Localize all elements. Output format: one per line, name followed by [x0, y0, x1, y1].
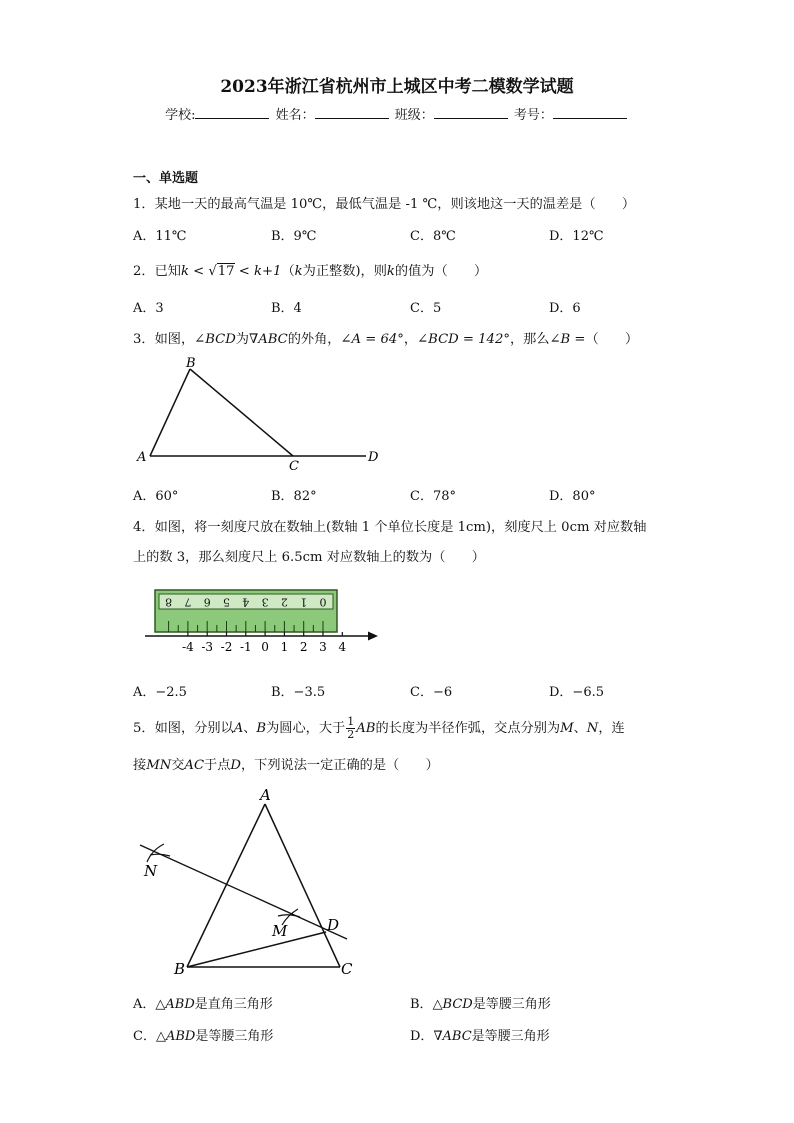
q3-condition-1: ∠A = 64° — [340, 332, 404, 347]
q3-p2: 为 — [235, 332, 249, 347]
class-label: 班级： — [394, 108, 434, 123]
q5-option-c-suffix: 是等腰三角形 — [195, 1029, 274, 1044]
axis-tick-label: 4 — [338, 640, 347, 654]
q5-triangle-figure — [130, 782, 370, 982]
q3-option-c: C．78° — [410, 489, 456, 504]
question-3-text — [133, 328, 638, 347]
segment-ab — [187, 804, 265, 967]
one-half-fraction — [346, 716, 355, 741]
q1-option-a: A．11℃ — [133, 229, 187, 244]
student-info-line — [0, 104, 794, 123]
q3-angle-b: ∠B = — [549, 332, 586, 347]
q3-triangle-figure — [133, 355, 393, 475]
q5-p1: 5．如图，分别以 — [133, 721, 234, 736]
q5-point-m: M — [560, 721, 574, 736]
q2-option-a: A．3 — [133, 301, 164, 316]
q3-sep: ， — [403, 332, 418, 347]
q5-l2-p3: 于点 — [204, 758, 231, 773]
q2-option-b: B．4 — [271, 301, 302, 316]
q2-radicand: 17 — [217, 264, 235, 279]
q5-segment-ab: AB — [356, 721, 376, 736]
section-title: 一、单选题 — [133, 171, 199, 186]
ruler-digit: 3 — [261, 595, 269, 609]
school-label: 学校: — [165, 108, 196, 123]
q2-var-k: k — [180, 264, 189, 279]
q5-sep1: 、 — [243, 721, 257, 736]
line-mn — [140, 845, 347, 939]
q3-option-a: A．60° — [133, 489, 179, 504]
label-a: A — [137, 450, 147, 465]
q4-ruler-figure — [140, 585, 390, 657]
label-d: D — [368, 450, 379, 465]
q3-option-b: B．82° — [271, 489, 317, 504]
q1-option-d: D．12℃ — [549, 229, 604, 244]
q2-paren-k: k — [294, 264, 303, 279]
arc-n-2 — [150, 854, 170, 856]
q2-paren-rest: 为正整数)，则 — [302, 264, 387, 279]
q5-p4: ，连 — [598, 721, 625, 736]
question-1-text: 1．某地一天的最高气温是 10℃，最低气温是 -1 ℃，则该地这一天的温差是（ ） — [133, 197, 636, 212]
question-2-text — [133, 260, 487, 279]
class-blank[interactable] — [434, 106, 508, 119]
axis-tick-label: 3 — [319, 640, 327, 654]
ruler-digit: 5 — [223, 595, 230, 609]
q5-option-b-suffix: 是等腰三角形 — [472, 997, 551, 1012]
axis-tick-label: -2 — [220, 640, 233, 654]
sqrt-sign: √ — [208, 264, 217, 279]
q5-option-b-triangle: △BCD — [432, 997, 473, 1012]
segment-ac — [265, 804, 340, 967]
q4-option-d: D．−6.5 — [549, 685, 604, 700]
exam-no-blank[interactable] — [553, 106, 627, 119]
ruler-digit: 8 — [165, 595, 173, 609]
q5-point-n: N — [586, 721, 599, 736]
q5-option-c — [133, 1025, 273, 1044]
q4-option-b: B．−3.5 — [271, 685, 326, 700]
q3-p5: （ ） — [585, 332, 639, 347]
q5-point-a: A — [233, 721, 244, 736]
q2-option-c: C．5 — [410, 301, 442, 316]
q5-option-a-triangle: △ABD — [155, 997, 195, 1012]
fraction-denominator: 2 — [347, 728, 355, 741]
q5-point-d: D — [230, 758, 241, 773]
q5-option-d-suffix: 是等腰三角形 — [471, 1029, 550, 1044]
label-m: M — [272, 922, 288, 940]
question-5-line-1 — [133, 716, 625, 741]
q5-option-b — [410, 993, 551, 1012]
q3-angle-bcd: ∠BCD — [194, 332, 236, 347]
label-b: B — [186, 356, 196, 371]
q2-prefix: 2．已知 — [133, 264, 181, 279]
q3-triangle-abc: ∇ABC — [248, 332, 288, 347]
label-n: N — [144, 862, 158, 880]
axis-tick-label: -4 — [182, 640, 194, 654]
q2-k-plus-1: k+1 — [254, 264, 282, 279]
label-c: C — [341, 960, 353, 978]
segment-bc — [190, 369, 293, 456]
q4-option-c: C．−6 — [410, 685, 453, 700]
q5-option-d-triangle: ∇ABC — [433, 1029, 472, 1044]
question-5-line-2 — [133, 754, 439, 773]
q5-sep2: 、 — [573, 721, 587, 736]
exam-no-label: 考号： — [513, 108, 553, 123]
q2-var-k-2: k — [386, 264, 395, 279]
q3-p3: 的外角， — [287, 332, 341, 347]
axis-labels — [182, 640, 346, 654]
ruler-digit: 2 — [280, 595, 288, 609]
q5-line-mn: MN — [146, 758, 172, 773]
segment-bd — [187, 932, 326, 967]
q5-p2: 为圆心，大于 — [266, 721, 346, 736]
label-d: D — [327, 916, 340, 934]
q2-less-than-2: < — [234, 264, 255, 279]
axis-tick-label: 2 — [299, 640, 308, 654]
question-4-line-1: 4．如图，将一刻度尺放在数轴上(数轴 1 个单位长度是 1cm)，刻度尺上 0cm 对应数轴 — [133, 520, 647, 535]
fraction-numerator: 1 — [347, 715, 355, 728]
axis-tick-label: -3 — [201, 640, 214, 654]
label-c: C — [289, 459, 299, 474]
q4-option-a: A．−2.5 — [133, 685, 187, 700]
q5-option-a-suffix: 是直角三角形 — [194, 997, 273, 1012]
q3-p1: 3．如图， — [133, 332, 195, 347]
ruler-digit: 4 — [242, 595, 250, 609]
q2-suffix: 的值为（ ） — [394, 264, 488, 279]
name-blank[interactable] — [315, 106, 389, 119]
ruler-digit: 7 — [184, 595, 192, 609]
q5-option-a — [133, 993, 273, 1012]
q1-option-b: B．9℃ — [271, 229, 317, 244]
school-blank[interactable] — [195, 106, 269, 119]
axis-tick-label: 0 — [261, 640, 269, 654]
q5-point-b: B — [256, 721, 267, 736]
q5-p3: 的长度为半径作弧，交点分别为 — [375, 721, 561, 736]
q5-l2-p1: 接 — [133, 758, 147, 773]
label-a: A — [260, 786, 271, 804]
ruler-digit: 1 — [300, 595, 308, 609]
q3-option-d: D．80° — [549, 489, 596, 504]
axis-tick-label: 1 — [280, 640, 289, 654]
page-title: 2023年浙江省杭州市上城区中考二模数学试题 — [220, 77, 574, 97]
q3-p4: ，那么 — [509, 332, 550, 347]
ruler-digit: 6 — [203, 595, 211, 609]
q5-l2-p4: ，下列说法一定正确的是（ ） — [241, 758, 439, 773]
q5-option-b-prefix: B． — [410, 997, 433, 1012]
q2-less-than: < — [188, 264, 209, 279]
q5-option-a-prefix: A． — [133, 997, 156, 1012]
segment-ab — [150, 369, 190, 456]
q5-l2-p2: 交 — [171, 758, 185, 773]
q2-paren: （ — [281, 264, 295, 279]
q5-option-d — [410, 1025, 550, 1044]
axis-tick-label: -1 — [239, 640, 252, 654]
q3-condition-2: ∠BCD = 142° — [417, 332, 510, 347]
arc-n-1 — [147, 844, 164, 862]
question-4-line-2: 上的数 3，那么刻度尺上 6.5cm 对应数轴上的数为（ ） — [133, 550, 485, 565]
ruler-digits — [165, 596, 326, 609]
q2-option-d: D．6 — [549, 301, 581, 316]
q1-option-c: C．8℃ — [410, 229, 456, 244]
axis-arrow-icon — [368, 632, 378, 641]
q5-option-d-prefix: D． — [410, 1029, 434, 1044]
ruler-digit: 0 — [319, 595, 327, 609]
name-label: 姓名： — [275, 108, 315, 123]
q5-option-c-prefix: C． — [133, 1029, 156, 1044]
q5-segment-ac: AC — [184, 758, 205, 773]
q5-option-c-triangle: △ABD — [155, 1029, 196, 1044]
label-b: B — [174, 960, 186, 978]
